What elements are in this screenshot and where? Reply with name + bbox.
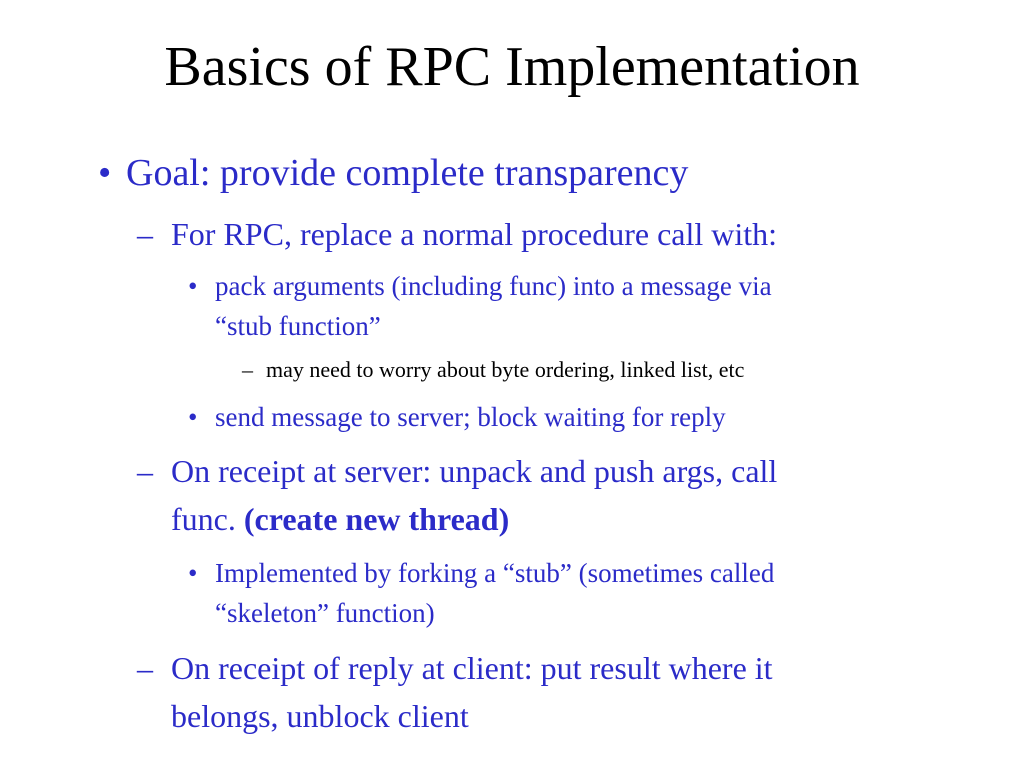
bullet-marker: • — [188, 402, 198, 432]
bullet-text: may need to worry about byte ordering, linked list, etc — [266, 357, 745, 382]
bullet-text-line-2 — [171, 498, 509, 541]
bullet-text-line-2: “stub function” — [215, 311, 381, 341]
dash-marker: – — [137, 650, 153, 686]
bullet-text: For RPC, replace a normal procedure call with: — [171, 216, 778, 252]
bullet-text-line-2: “skeleton” function) — [215, 598, 435, 628]
dash-marker: – — [137, 216, 153, 252]
bullet-marker: • — [188, 271, 198, 301]
bullet-text: Goal: provide complete transparency — [126, 152, 689, 194]
dash-marker: – — [137, 453, 153, 489]
dash-marker: – — [242, 357, 253, 382]
slide-title: Basics of RPC Implementation — [164, 36, 860, 98]
bullet-text-prefix: func. — [171, 501, 244, 537]
bullet-text-line-1: On receipt at server: unpack and push args, call — [171, 453, 778, 489]
bullet-text-line-1: On receipt of reply at client: put result where it — [171, 650, 773, 686]
bullet-marker: • — [188, 558, 198, 588]
bullet-text-line-1: Implemented by forking a “stub” (sometimes called — [215, 558, 775, 588]
bullet-text: send message to server; block waiting for reply — [215, 402, 726, 432]
bullet-text-bold: (create new thread) — [243, 501, 510, 537]
bullet-marker: • — [98, 152, 112, 194]
bullet-text-line-2: belongs, unblock client — [171, 698, 469, 734]
bullet-text-line-1: pack arguments (including func) into a message via — [215, 271, 772, 301]
